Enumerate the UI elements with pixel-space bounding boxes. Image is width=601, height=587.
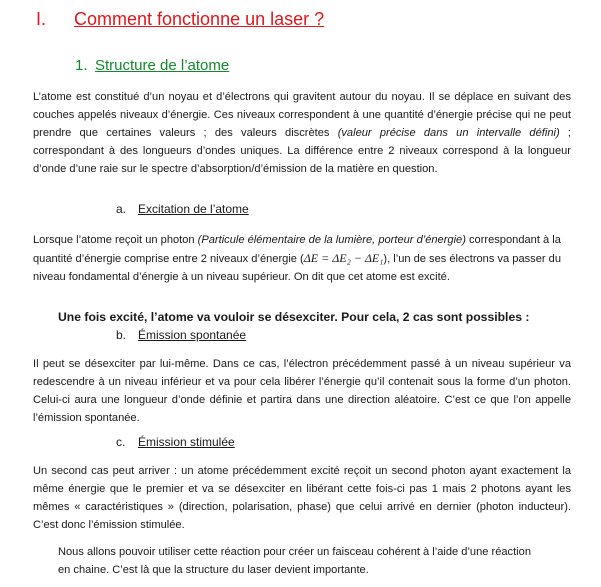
paragraph-italic: (Particule élémentaire de la lumière, porteur d’énergie): [197, 234, 466, 246]
section-c-letter: c.: [116, 435, 126, 449]
paragraph-text: ), l’un de ses électrons va passer du niveau fondamental d’énergie à un niveau supérieur. On dit que cet atome est excité.: [33, 253, 561, 283]
paragraph-excitation: [33, 231, 571, 286]
paragraph-spontaneous-emission: Il peut se désexciter par lui-même. Dans ce cas, l’électron précédemment passé à un niveau supérieur va redescendre à un niveau inférieur et va pour cela libérer l’énergie qu’il contenait sous la forme d’un photon. Celui-ci aura une longueur d’onde définie et partira dans une direction aléatoire. C’est ce que l’on appelle l’émission spontanée.: [33, 358, 571, 424]
paragraph-atom-structure: [33, 88, 571, 178]
section-a-letter: a.: [116, 202, 127, 216]
paragraph-stimulated-emission: Un second cas peut arriver : un atome précédemment excité reçoit un second photon ayant exactement la même énergie que le premier et va se désexciter en libérant cette fois-ci pas 1 mais 2 photons ayant les mêmes « caractéristiques » (direction, polarisation, phase) que celui arrivé en dernier (photon inducteur). C’est donc l’émission stimulée.: [33, 465, 571, 531]
heading-2-title: Structure de l’atome: [95, 57, 230, 74]
section-c-title: Émission stimulée: [138, 435, 235, 449]
section-b-letter: b.: [116, 328, 127, 342]
heading-1-number: I.: [36, 9, 47, 29]
heading-2: [75, 57, 229, 74]
energy-formula: ΔE = ΔE₂ − ΔE₁: [303, 251, 384, 265]
section-a-heading: [116, 202, 249, 216]
bold-transition-line: Une fois excité, l’atome va vouloir se désexciter. Pour cela, 2 cas sont possibles :: [58, 310, 530, 324]
heading-1: [36, 9, 324, 30]
section-b-heading: [116, 328, 246, 342]
section-b-title: Émission spontanée: [138, 328, 247, 342]
paragraph-text: correspondant à la quantité d’énergie comprise entre 2 niveaux d’énergie (: [33, 234, 561, 265]
paragraph-text: Lorsque l’atome reçoit un photon: [33, 234, 198, 246]
heading-2-number: 1.: [75, 57, 88, 74]
heading-1-title: Comment fonctionne un laser ?: [74, 9, 325, 29]
paragraph-conclusion: Nous allons pouvoir utiliser cette réaction pour créer un faisceau cohérent à l’aide d’une réaction en chaine. C’est là que la structure du laser devient importante.: [58, 546, 531, 576]
section-c-heading: [116, 435, 235, 449]
section-a-title: Excitation de l’atome: [138, 202, 249, 216]
paragraph-italic: (valeur précise dans un intervalle défini): [337, 127, 560, 139]
paragraph-text: L’atome est constitué d’un noyau et d’électrons qui gravitent autour du noyau. Il se déplace en suivant des couches appelés niveaux d’énergie. Ces niveaux correspondent à une quantité d’énergie précise qui ne peut prendre que certaines valeurs ; des valeurs discrètes: [33, 91, 571, 139]
paragraph-text: ; correspondant à des longueurs d’ondes uniques. La différence entre 2 niveaux correspond à la longueur d’onde d’une raie sur le spectre d’absorption/d’émission de la matière en question.: [33, 127, 571, 175]
